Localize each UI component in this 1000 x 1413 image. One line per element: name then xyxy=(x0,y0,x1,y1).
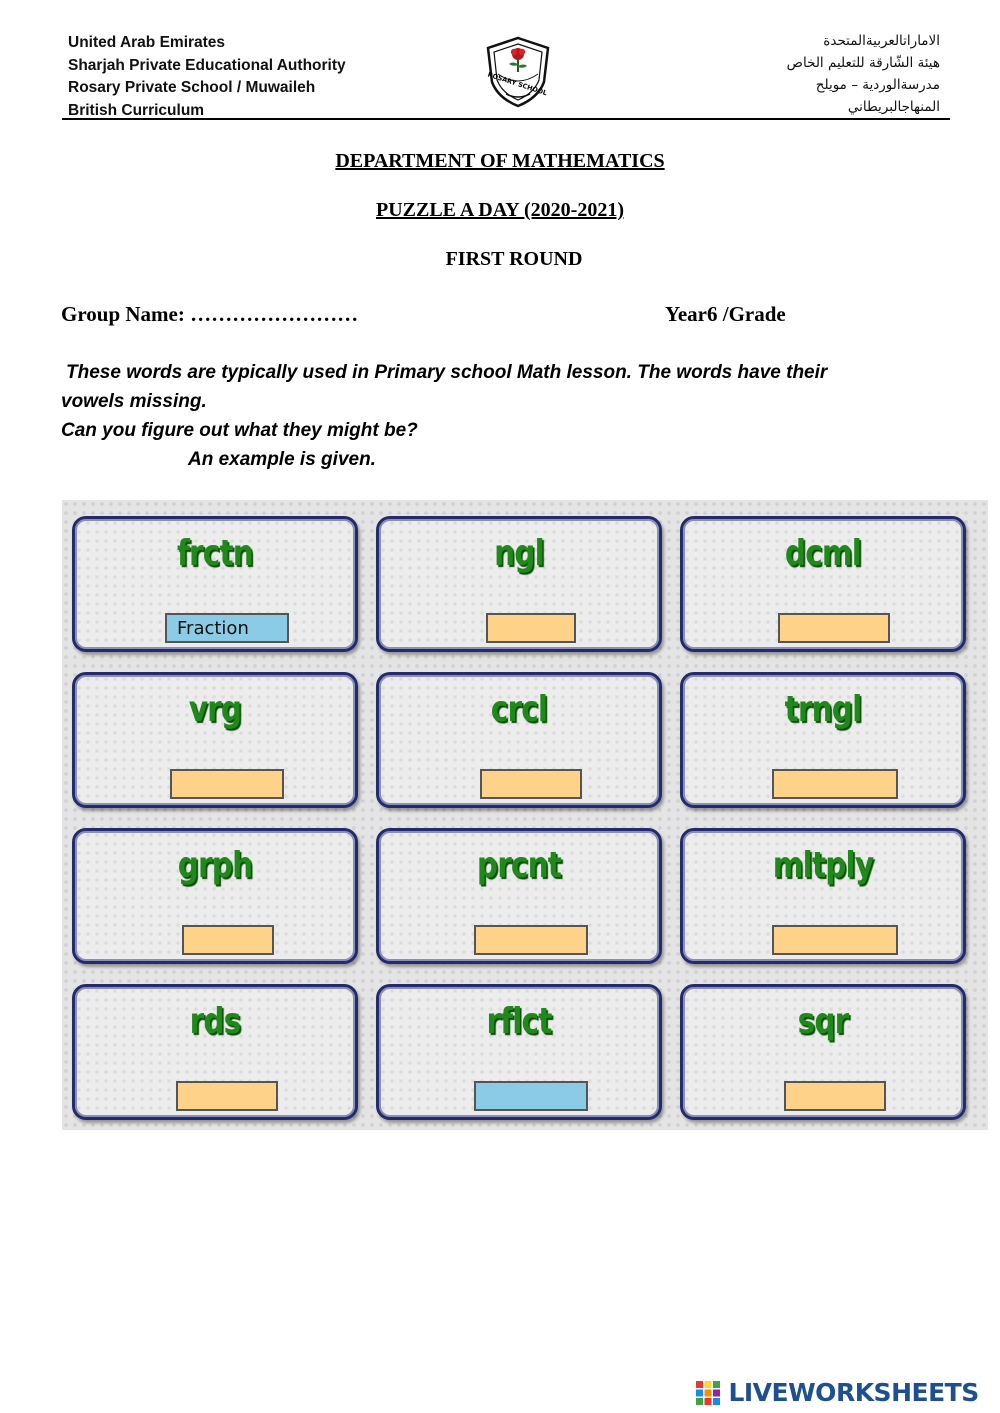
header-ar-line-3: مدرسةالوردية – مويلح xyxy=(815,77,940,93)
group-row xyxy=(61,302,821,327)
puzzle-card xyxy=(72,984,358,1120)
header-divider xyxy=(62,118,950,120)
answer-input[interactable] xyxy=(772,925,898,955)
answer-input[interactable] xyxy=(474,1081,588,1111)
puzzle-card xyxy=(680,984,966,1120)
answer-input[interactable] xyxy=(772,769,898,799)
instructions xyxy=(61,358,921,474)
liveworksheets-grid-icon xyxy=(696,1381,720,1405)
scrambled-word: trngl xyxy=(784,689,862,730)
answer-input[interactable] xyxy=(480,769,582,799)
instruction-line-3: Can you figure out what they might be? xyxy=(61,420,418,441)
scrambled-word: dcml xyxy=(784,533,862,574)
answer-input[interactable] xyxy=(784,1081,886,1111)
puzzle-card xyxy=(680,828,966,964)
scrambled-word: rds xyxy=(189,1001,241,1042)
answer-input[interactable] xyxy=(182,925,274,955)
scrambled-word: crcl xyxy=(490,689,548,730)
answer-input[interactable] xyxy=(176,1081,278,1111)
scrambled-word: rflct xyxy=(486,1001,552,1042)
header-ar-line-4: المنهاجالبريطاني xyxy=(847,99,940,115)
year-grade-label: Year6 /Grade xyxy=(665,302,786,326)
logo-lettering: ROSARY SCHOOL xyxy=(486,70,549,98)
puzzle-grid xyxy=(62,500,988,1130)
school-info-arabic xyxy=(787,30,940,118)
round-title: FIRST ROUND xyxy=(445,248,583,270)
scrambled-word: grph xyxy=(177,845,253,886)
group-name-label: Group Name: …………………… xyxy=(61,302,359,326)
scrambled-word: ngl xyxy=(494,533,544,574)
scrambled-word: frctn xyxy=(177,533,253,574)
school-info-english xyxy=(68,32,346,122)
instruction-line-1: These words are typically used in Primary school Math lesson. The words have their xyxy=(66,362,828,383)
scrambled-word: prcnt xyxy=(476,845,562,886)
header-line-school: Rosary Private School / Muwaileh xyxy=(68,79,316,96)
answer-input[interactable] xyxy=(778,613,890,643)
header-ar-line-1: الاماراتالعربيةالمتحدة xyxy=(823,33,940,49)
puzzle-card xyxy=(376,984,662,1120)
answer-input[interactable] xyxy=(170,769,284,799)
puzzle-card xyxy=(376,672,662,808)
header-line-authority: Sharjah Private Educational Authority xyxy=(68,56,346,74)
scrambled-word: mltply xyxy=(772,845,874,886)
puzzle-card xyxy=(680,516,966,652)
header-ar-line-2: هيئة الشّارقة للتعليم الخاص xyxy=(786,55,940,71)
answer-input[interactable] xyxy=(474,925,588,955)
answer-input-example[interactable] xyxy=(165,613,289,643)
liveworksheets-logo xyxy=(696,1378,979,1410)
puzzle-card xyxy=(72,828,358,964)
instruction-line-2: vowels missing. xyxy=(61,391,207,412)
puzzle-card xyxy=(376,828,662,964)
puzzle-card xyxy=(376,516,662,652)
header-line-curriculum: British Curriculum xyxy=(68,101,205,119)
instruction-line-4: An example is given. xyxy=(188,449,376,470)
scrambled-word: vrg xyxy=(188,689,242,730)
liveworksheets-brand: LIVEWORKSHEETS xyxy=(728,1378,979,1407)
answer-input[interactable] xyxy=(486,613,576,643)
puzzle-title: PUZZLE A DAY (2020-2021) xyxy=(376,199,624,221)
school-logo xyxy=(478,34,558,110)
department-title: DEPARTMENT OF MATHEMATICS xyxy=(335,150,665,172)
puzzle-card xyxy=(680,672,966,808)
scrambled-word: sqr xyxy=(797,1001,849,1042)
puzzle-card xyxy=(72,672,358,808)
puzzle-card xyxy=(72,516,358,652)
header-line-country: United Arab Emirates xyxy=(68,34,226,51)
